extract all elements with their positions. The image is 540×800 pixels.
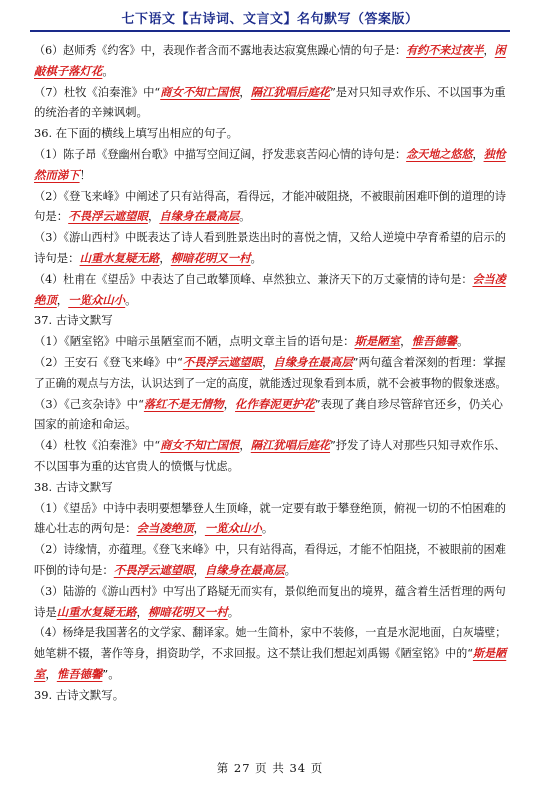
question-text: ”表现了龚自珍尽管辞官还乡，仍关心 [314,396,503,411]
question-text: 句是： [34,209,69,224]
answer-text: 化作春泥更护花 [235,396,315,411]
question-text: ， [239,438,251,453]
question-text: （2）诗缘情，亦蕴理。《登飞来峰》中，只有站得高，看得远，才能不怕阻挠，不被眼前的困难 [34,542,506,557]
page-number: 第 27 页 共 34 页 [216,761,324,775]
text-line [34,123,506,144]
answer-text: 一览众山小 [204,521,262,536]
question-text: ， [159,250,171,265]
answer-text: 山重水复疑无路 [56,604,137,619]
answer-text: 会当凌 [472,271,506,286]
question-text: 她笔耕不辍，著作等身，捐资助学，不求回报。这不禁让我们想起刘禹锡《陋室铭》中的“ [34,646,473,661]
question-text: （4）杨绛是我国著名的文学家、翻译家。她一生简朴，家中不装修，一直是水泥地面，白灰墙壁； [34,625,507,640]
question-text: （1）《望岳》中诗中表明要想攀登人生顶峰，就一定要有敢于攀登绝顶，俯视一切的不怕困难的 [34,500,506,515]
header-divider [30,30,510,32]
text-line [34,477,506,498]
text-line [34,40,506,61]
text-line [34,394,506,415]
question-text: （2）王安石《登飞来峰》中“ [34,354,183,369]
question-text: 诗句是： [34,250,80,265]
question-text: 38. 古诗文默写 [34,479,113,494]
question-text: （7）杜牧《泊秦淮》中“ [34,84,161,99]
text-line [34,186,506,207]
text-line [34,248,506,269]
question-text: 。 [250,250,262,265]
answer-text: 绝顶 [34,292,57,307]
question-text: ”抒发了诗人对那些只知寻欢作乐、 [330,438,506,453]
question-text: （1）陈子昂《登幽州台歌》中描写空间辽阔，抒发悲哀苦闷心情的诗句是： [34,146,407,161]
question-text: 。 [239,209,251,224]
text-line [34,165,506,186]
question-text: ！ [79,167,91,182]
question-text: 。 [227,604,240,619]
text-line [34,269,506,290]
question-text: 。 [125,292,137,307]
question-text: 36. 在下面的横线上填写出相应的句子。 [34,126,238,141]
question-text: 39. 古诗文默写。 [34,687,125,702]
answer-text: 斯是陋 [472,646,507,661]
answer-text: 柳暗花明又一村 [170,250,251,265]
answer-text: 不畏浮云遮望眼 [182,354,263,369]
answer-text: 商女不知亡国恨 [160,84,240,99]
text-line [34,331,506,352]
answer-text: 斯是陋室 [354,334,401,349]
answer-text: 闲 [494,43,506,57]
question-text: （6）赵师秀《约客》中，表现作者含而不露地表达寂寞焦躁心情的句子是： [34,43,407,57]
text-line [34,539,506,560]
answer-text: 然而涕下 [34,167,80,182]
text-line [34,310,506,331]
text-line [34,102,506,123]
question-text: 雄心壮志的两句是： [34,521,137,536]
answer-text: 不畏浮云遮望眼 [68,209,148,224]
question-text: （1）《陋室铭》中暗示虽陋室而不陋，点明文章主旨的语句是： [34,334,355,349]
question-text: 37. 古诗文默写 [34,313,113,328]
text-line [34,227,506,248]
text-line [34,643,507,664]
question-text: ”。 [102,666,120,681]
question-text: 吓倒的诗句是： [34,562,114,577]
text-line [34,144,506,165]
text-line [34,414,506,435]
answer-text: 有约不来过夜半 [406,43,484,57]
question-text: ”两句蕴含着深刻的哲理：掌握 [352,354,506,369]
text-line [34,622,507,643]
answer-text: 会当凌绝顶 [136,521,194,536]
answer-text: 惟吾德馨 [411,334,458,349]
text-line [34,435,506,456]
question-text: 。 [261,521,274,536]
text-line [34,518,506,539]
answer-text: 惟吾德馨 [56,666,103,681]
answer-text: 隔江犹唱后庭花 [250,84,331,99]
question-text: 。 [457,334,469,349]
question-text: （4）杜牧《泊秦淮》中“ [34,438,161,453]
question-text: 。 [284,562,297,577]
question-text: ， [56,292,69,307]
text-line [34,685,506,706]
question-text: （4）杜甫在《望岳》中表达了自己敢攀顶峰、卓然独立、兼济天下的万丈豪情的诗句是： [34,271,473,286]
answer-text: 念天地之悠悠 [406,146,473,161]
answer-text: 山重水复疑无路 [79,250,160,265]
text-line [34,456,506,477]
question-text: （3）陆游的《游山西村》中写出了路疑无而实有，景似绝而复出的境界，蕴含着生活哲理的两句 [34,583,506,598]
question-text: ， [223,396,236,411]
question-text: ， [400,334,412,349]
question-text: 了正确的观点与方法，认识达到了一定的高度，就能透过现象看到本质，就不会被事物的假象迷惑。 [34,375,507,390]
question-text: ， [147,209,160,224]
question-text: 。 [102,63,114,78]
question-text: ， [45,666,57,681]
text-line [34,82,506,103]
question-text: ， [193,562,205,577]
answer-text: 落红不是无情物 [143,396,224,411]
answer-text: 自缘身在最高层 [273,354,353,369]
answer-text: 不畏浮云遮望眼 [113,562,194,577]
answer-text: 敲棋子落灯花 [34,63,103,78]
text-line [34,373,507,394]
question-text: 不以国事为重的达官贵人的愤慨与忧虑。 [34,458,240,473]
text-line [34,602,506,623]
text-line [34,664,506,685]
answer-text: 室 [34,666,46,681]
answer-text: 隔江犹唱后庭花 [250,438,331,453]
question-text: 诗是 [34,604,57,619]
answer-text: 自缘身在最高层 [204,562,285,577]
text-line [34,498,506,519]
answer-text: 柳暗花明又一村 [147,604,228,619]
text-line [34,352,506,373]
question-text: （3）《己亥杂诗》中“ [34,396,144,411]
document-body [34,40,506,706]
question-text: ， [239,84,251,99]
answer-text: 商女不知亡国恨 [160,438,240,453]
text-line [34,290,506,311]
text-line [34,206,506,227]
question-text: ， [483,43,495,57]
question-text: 的统治者的辛辣讽刺。 [34,105,148,120]
answer-text: 自缘身在最高层 [159,209,240,224]
page-header-title: 七下语文【古诗词、文言文】名句默写（答案版） [121,12,419,27]
text-line [34,61,506,82]
answer-text: 一览众山小 [68,292,126,307]
question-text: （3）《游山西村》中既表达了诗人看到胜景迭出时的喜悦之情，又给人逆境中孕育希望的启示的 [34,230,506,245]
question-text: 国家的前途和命运。 [34,417,137,432]
answer-text: 独怆 [483,146,506,161]
question-text: ， [472,146,484,161]
question-text: ， [136,604,148,619]
question-text: ， [262,354,274,369]
question-text: （2）《登飞来峰》中阐述了只有站得高，看得远，才能冲破阻挠，不被眼前困难吓倒的道理的诗 [34,188,506,203]
question-text: ， [193,521,205,536]
question-text: ”是对只知寻欢作乐、不以国事为重 [330,84,506,99]
text-line [34,560,506,581]
text-line [34,581,506,602]
